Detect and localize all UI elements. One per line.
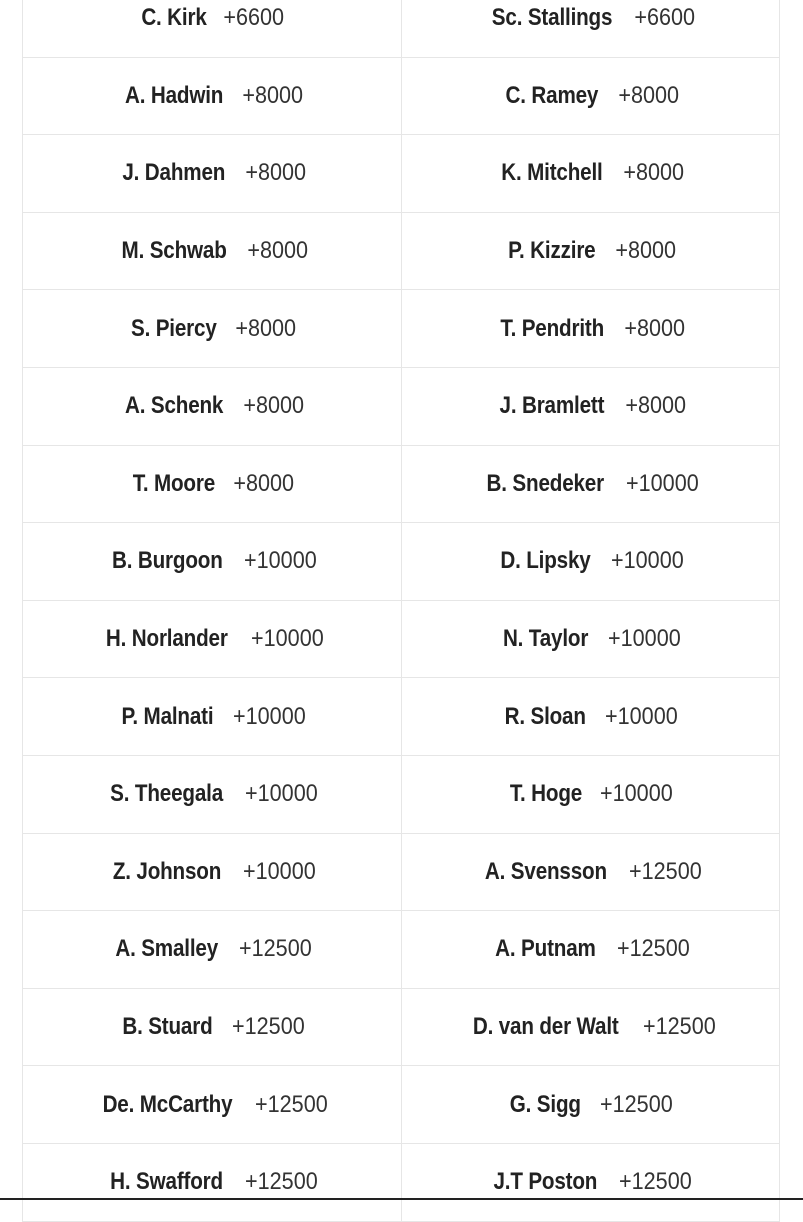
player-odds-cell [23, 212, 402, 290]
player-odds-cell [23, 755, 402, 833]
player-odds: +12500 [618, 1168, 692, 1196]
player-odds: +10000 [600, 780, 673, 808]
player-odds: +8000 [624, 314, 686, 342]
player-name: J.T Poston [493, 1168, 598, 1196]
player-odds: +10000 [607, 625, 681, 653]
player-name: B. Stuard [121, 1013, 213, 1041]
player-odds-cell [23, 367, 402, 445]
player-odds: +8000 [625, 392, 686, 420]
player-odds-cell [401, 988, 780, 1066]
player-odds-cell [401, 445, 780, 523]
player-name: Z. Johnson [112, 857, 222, 885]
player-name: H. Norlander [106, 625, 228, 653]
player-odds-cell [23, 833, 402, 911]
table-row [23, 0, 780, 57]
player-odds: +8000 [245, 159, 307, 187]
player-name: Sc. Stallings [491, 4, 613, 32]
player-odds-cell [401, 367, 780, 445]
player-name: S. Theegala [110, 780, 224, 808]
player-odds-cell [23, 523, 402, 601]
player-name: N. Taylor [502, 625, 589, 653]
player-name: R. Sloan [504, 702, 587, 730]
player-name: G. Sigg [510, 1090, 582, 1118]
player-odds-cell [401, 755, 780, 833]
player-odds: +8000 [618, 81, 679, 109]
player-odds: +12500 [616, 935, 690, 963]
player-name: B. Burgoon [111, 547, 223, 575]
player-odds: +10000 [605, 702, 679, 730]
player-name: P. Kizzire [508, 237, 596, 265]
table-row [23, 988, 780, 1066]
player-name: A. Schenk [124, 392, 223, 420]
player-odds-cell [23, 1066, 402, 1144]
player-odds-cell [401, 0, 780, 57]
player-odds: +10000 [250, 625, 324, 653]
player-name: K. Mitchell [501, 159, 603, 187]
player-name: C. Ramey [505, 81, 599, 109]
player-odds: +12500 [642, 1013, 716, 1041]
player-odds-cell [23, 988, 402, 1066]
player-name: B. Snedeker [486, 469, 605, 497]
player-name: J. Bramlett [499, 392, 605, 420]
player-odds-cell [401, 290, 780, 368]
player-odds-cell [401, 1143, 780, 1221]
player-odds-cell [401, 833, 780, 911]
table-row [23, 212, 780, 290]
player-odds: +10000 [233, 702, 306, 730]
player-odds: +12500 [255, 1090, 328, 1118]
player-name: T. Moore [132, 469, 215, 497]
player-odds: +10000 [242, 857, 316, 885]
player-odds: +10000 [610, 547, 684, 575]
player-name: A. Putnam [495, 935, 596, 963]
table-row [23, 367, 780, 445]
player-name: T. Hoge [509, 780, 582, 808]
player-name: J. Dahmen [122, 159, 226, 187]
player-odds: +12500 [599, 1090, 673, 1118]
player-odds: +8000 [615, 237, 676, 265]
player-odds-cell [23, 1143, 402, 1221]
player-odds: +10000 [244, 547, 317, 575]
player-odds-cell [23, 911, 402, 989]
player-odds: +12500 [232, 1013, 305, 1041]
player-name: H. Swafford [110, 1168, 224, 1196]
player-odds-cell [23, 678, 402, 756]
player-odds: +10000 [245, 780, 319, 808]
player-name: D. Lipsky [500, 547, 591, 575]
player-odds: +8000 [623, 159, 684, 187]
player-odds-cell [401, 911, 780, 989]
player-odds-cell [401, 135, 780, 213]
player-odds: +8000 [242, 392, 304, 420]
table-row [23, 290, 780, 368]
table-row [23, 833, 780, 911]
player-name: T. Pendrith [500, 314, 605, 342]
player-odds: +12500 [239, 935, 313, 963]
table-row [23, 1066, 780, 1144]
player-odds: +12500 [245, 1168, 318, 1196]
player-odds-cell [23, 445, 402, 523]
player-name: S. Piercy [130, 314, 217, 342]
player-odds: +12500 [629, 857, 702, 885]
player-odds-cell [23, 57, 402, 135]
player-odds: +8000 [233, 469, 295, 497]
player-name: M. Schwab [121, 237, 227, 265]
player-odds: +8000 [242, 81, 304, 109]
table-row [23, 57, 780, 135]
player-odds: +6600 [223, 4, 285, 32]
player-odds-cell [23, 135, 402, 213]
player-odds: +6600 [634, 4, 695, 32]
player-odds-cell [401, 678, 780, 756]
player-name: A. Smalley [115, 935, 219, 963]
table-row [23, 755, 780, 833]
table-row [23, 1143, 780, 1221]
odds-table-body [23, 0, 780, 1221]
player-odds-cell [23, 290, 402, 368]
player-name: A. Hadwin [124, 81, 223, 109]
table-row [23, 445, 780, 523]
player-name: P. Malnati [121, 702, 214, 730]
player-odds-cell [401, 212, 780, 290]
player-odds-cell [401, 523, 780, 601]
player-name: A. Svensson [484, 857, 607, 885]
player-odds: +8000 [235, 314, 297, 342]
player-name: D. van der Walt [472, 1013, 619, 1041]
player-odds-cell [401, 600, 780, 678]
player-odds-cell [23, 600, 402, 678]
player-odds-cell [23, 0, 402, 57]
table-row [23, 135, 780, 213]
player-odds: +10000 [626, 469, 700, 497]
player-name: De. McCarthy [102, 1090, 232, 1118]
player-odds-cell [401, 57, 780, 135]
player-odds-cell [401, 1066, 780, 1144]
table-row [23, 600, 780, 678]
player-name: C. Kirk [141, 4, 207, 32]
table-row [23, 523, 780, 601]
table-row [23, 911, 780, 989]
player-odds: +8000 [246, 237, 308, 265]
golf-odds-table [22, 0, 780, 1222]
table-row [23, 678, 780, 756]
